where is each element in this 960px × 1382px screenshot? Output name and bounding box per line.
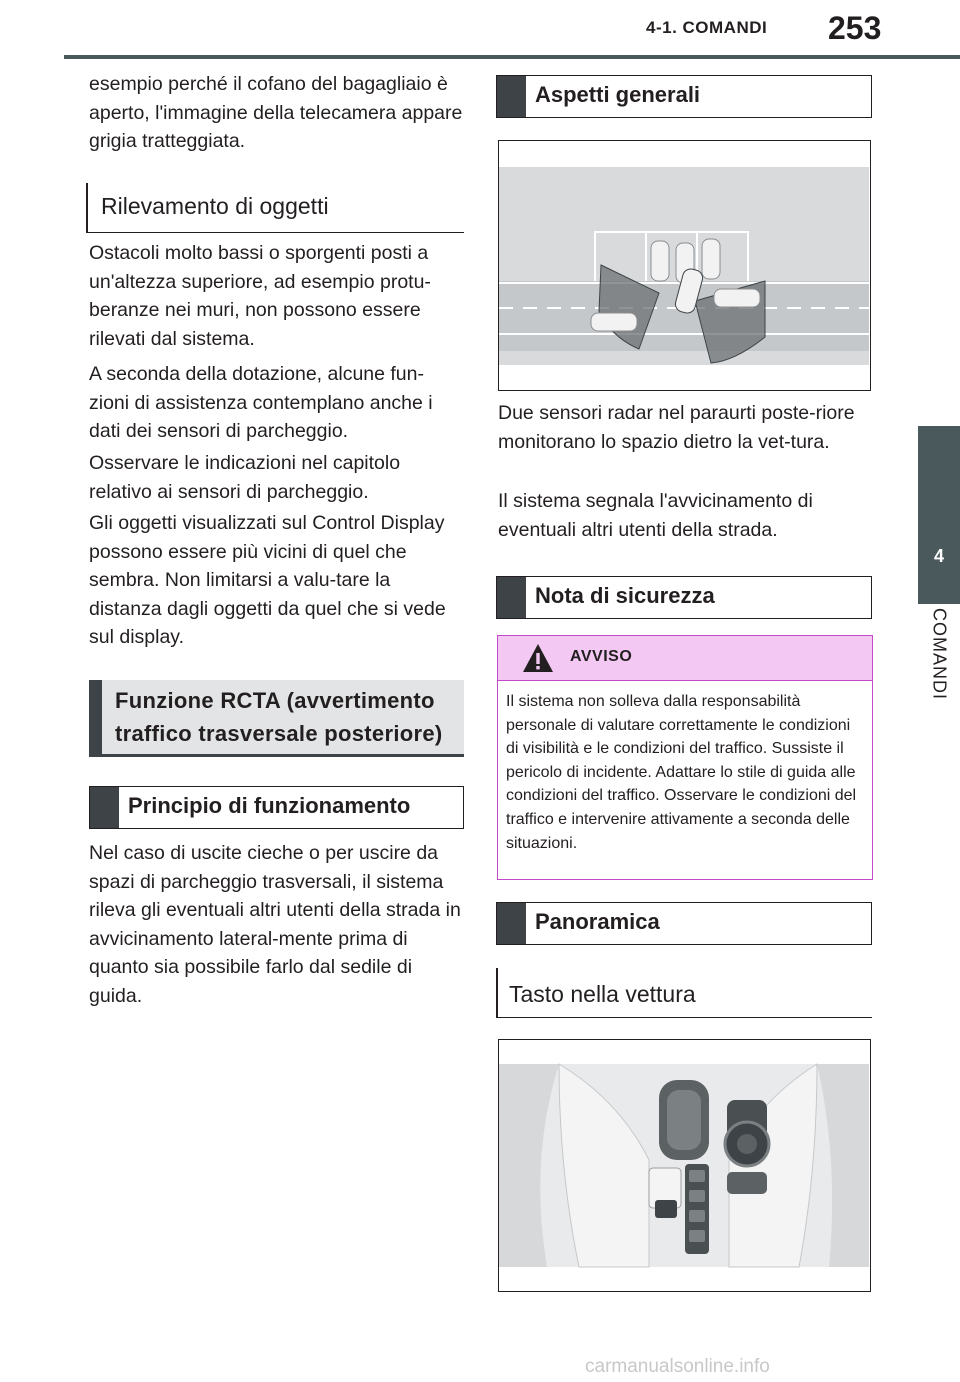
figure-center-console <box>498 1039 871 1292</box>
heading-overview-text: Panoramica <box>535 909 660 934</box>
paragraph-radar-sensors: Due sensori radar nel paraurti poste-riore monitorano lo spazio dietro la vet-tura. <box>498 402 855 453</box>
heading-operating-principle-text: Principio di funzionamento <box>128 793 411 818</box>
heading-general-aspects <box>496 75 872 118</box>
heading-vehicle-button <box>496 968 872 1018</box>
heading-safety-note <box>496 576 872 619</box>
chapter-side-label <box>918 608 960 728</box>
heading-safety-note-text: Nota di sicurezza <box>535 583 715 608</box>
center-console-illustration <box>499 1040 869 1290</box>
page-number: 253 <box>828 10 882 46</box>
heading-general-aspects-text: Aspetti generali <box>535 82 701 107</box>
heading-overview <box>496 902 872 945</box>
heading-rcta <box>89 680 464 757</box>
intro-paragraph: esempio perché il cofano del bagagliaio è aperto, l'immagine della telecamera appare grigia tratteggiata. <box>89 73 463 152</box>
rcta-diagram-illustration <box>499 141 869 389</box>
paragraph-principle: Nel caso di uscite cieche o per uscire da spazi di parcheggio trasversali, il sistema rileva gli eventuali altri utenti della strada in avvicinamento lateral-mente prima di quanto sia possibile farlo dal sedile di guida. <box>89 842 461 1007</box>
warning-triangle-icon <box>522 643 554 673</box>
heading-safety-note-bar <box>497 577 526 618</box>
figure-rcta-diagram <box>498 140 871 391</box>
warning-text: Il sistema non solleva dalla responsabilità personale di valutare correttamente le condizioni di visibilità e le condizioni del traffico. Sussiste il pericolo di incidente. Adattare lo stile di guida alle condizioni del traffico. Osservare le condizioni del traffico e intervenire attivamente a seconda delle situazioni. <box>506 693 857 852</box>
chapter-side-label-text: COMANDI <box>929 608 950 700</box>
paragraph-low-obstacles: Ostacoli molto bassi o sporgenti posti a un'altezza superiore, ad esempio protu-beranze nei muri, non possono essere rilevati dal sistema. <box>89 242 431 350</box>
paragraph-approaching-users: Il sistema segnala l'avvicinamento di eventuali altri utenti della strada. <box>498 490 813 541</box>
paragraph-parking-sensors-data: A seconda della dotazione, alcune fun-zioni di assistenza contemplano anche i dati dei sensori di parcheggio. <box>89 363 433 442</box>
heading-rcta-bar <box>89 680 102 754</box>
warning-box <box>497 635 873 880</box>
warning-header <box>498 636 872 681</box>
paragraph-parking-sensors-note: Osservare le indicazioni nel capitolo relativo ai sensori di parcheggio. <box>89 452 401 503</box>
section-reference: 4-1. COMANDI <box>646 18 768 37</box>
heading-object-detection <box>86 183 464 233</box>
heading-rcta-text: Funzione RCTA (avvertimento traffico trasversale posteriore) <box>115 688 443 746</box>
paragraph-control-display: Gli oggetti visualizzati sul Control Display possono essere più vicini di quel che sembra. Non limitarsi a valu-tare la distanza dagli oggetti da quel che si vede sul display. <box>89 512 446 648</box>
chapter-tab <box>918 426 960 604</box>
heading-vehicle-button-text: Tasto nella vettura <box>509 981 696 1007</box>
header-rule <box>64 55 960 59</box>
heading-general-aspects-bar <box>497 76 526 117</box>
warning-title: AVVISO <box>570 648 633 665</box>
heading-object-detection-text: Rilevamento di oggetti <box>101 193 329 219</box>
heading-operating-principle <box>89 786 464 829</box>
chapter-tab-number: 4 <box>933 546 944 566</box>
watermark: carmanualsonline.info <box>585 1356 770 1377</box>
heading-overview-bar <box>497 903 526 944</box>
heading-operating-principle-bar <box>90 787 119 828</box>
